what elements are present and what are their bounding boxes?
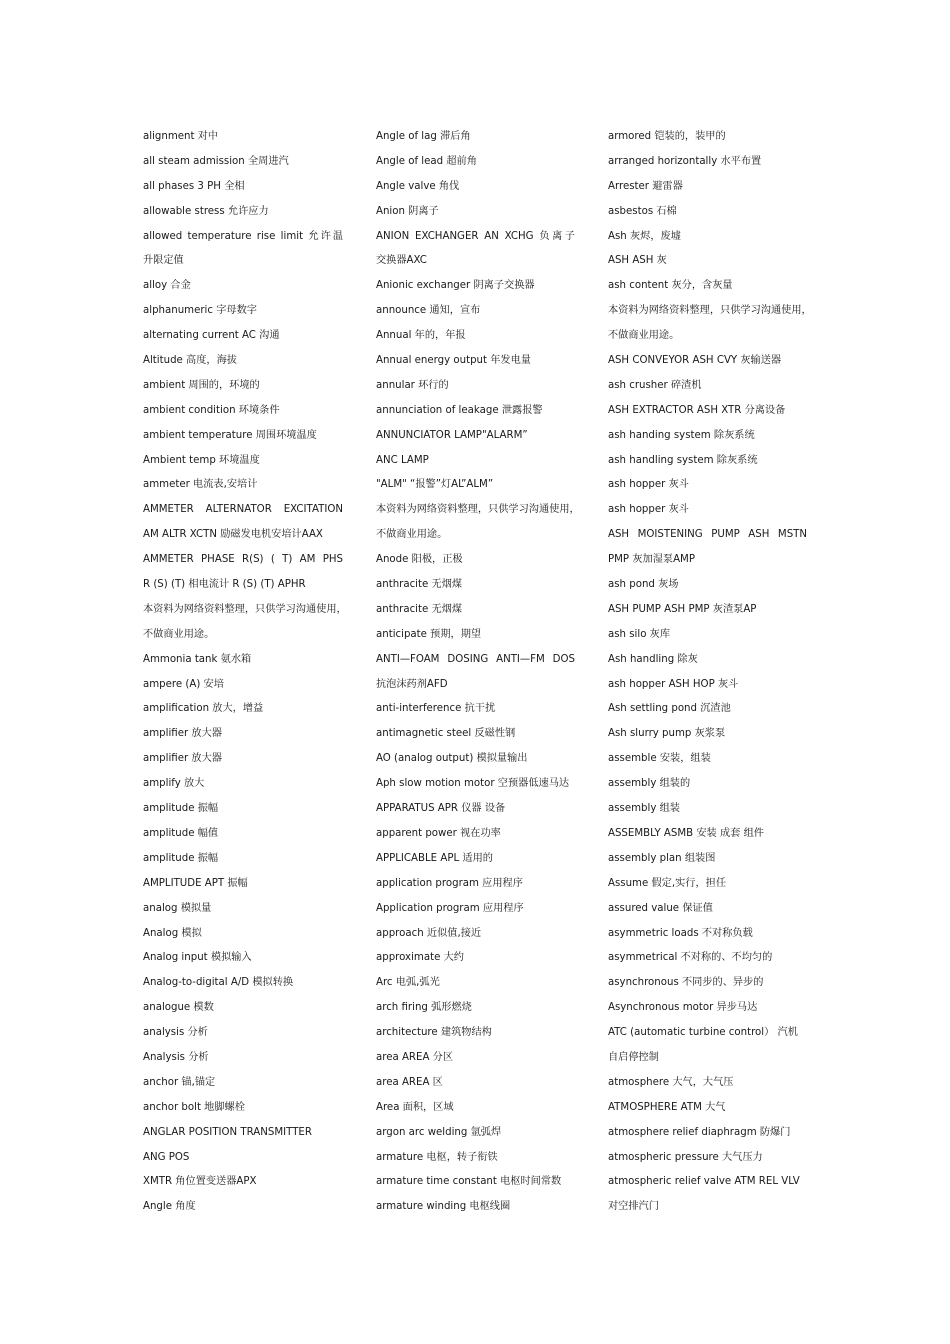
glossary-line: anchor 锚,锚定	[143, 1076, 216, 1088]
glossary-line: Anode 阳极，正极	[376, 554, 463, 566]
glossary-line: apparent power 视在功率	[376, 827, 501, 839]
glossary-line: ash silo 灰库	[608, 628, 671, 640]
glossary-line: asynchronous 不同步的、异步的	[608, 977, 764, 989]
glossary-line: ash handling system 除灰系统	[608, 454, 758, 466]
glossary-line: 不做商业用途。	[376, 529, 448, 541]
glossary-line: ANGLAR POSITION TRANSMITTER	[143, 1126, 312, 1138]
glossary-line: alloy 合金	[143, 280, 191, 292]
glossary-line: allowable stress 允许应力	[143, 205, 269, 217]
glossary-line: ATMOSPHERE ATM 大气	[608, 1101, 726, 1113]
glossary-line: Arc 电弧,弧光	[376, 977, 440, 989]
glossary-line: all phases 3 PH 全相	[143, 180, 245, 192]
glossary-line: ampere (A) 安培	[143, 678, 224, 690]
glossary-line: arranged horizontally 水平布置	[608, 155, 762, 167]
glossary-line: amplitude 幅值	[143, 827, 219, 839]
glossary-line: argon arc welding 氩弧焊	[376, 1126, 502, 1138]
glossary-line: 对空排汽门	[608, 1201, 659, 1213]
glossary-line: amplification 放大，增益	[143, 703, 264, 715]
glossary-line: asymmetric loads 不对称负载	[608, 927, 753, 939]
glossary-line: assemble 安装，组装	[608, 753, 711, 765]
glossary-line: analogue 模数	[143, 1002, 214, 1014]
glossary-line: Anion 阴离子	[376, 205, 439, 217]
glossary-column-3	[608, 125, 818, 1220]
glossary-line: 本资料为网络资料整理，只供学习沟通使用，	[376, 504, 580, 516]
glossary-line: Application program 应用程序	[376, 902, 524, 914]
glossary-line: Analog 模拟	[143, 927, 202, 939]
glossary-line: alignment 对中	[143, 131, 219, 142]
glossary-line: 抗泡沫药剂AFD	[376, 678, 448, 690]
glossary-line: 交换器AXC	[376, 255, 427, 267]
glossary-line: Analog input 模拟输入	[143, 952, 252, 964]
glossary-line: announce 通知，宣布	[376, 305, 481, 317]
glossary-line: Altitude 高度，海拔	[143, 355, 237, 367]
glossary-line: ash handing system 除灰系统	[608, 429, 755, 441]
glossary-line: annunciation of leakage 泄露报警	[376, 404, 543, 416]
glossary-line: Angle 角度	[143, 1201, 196, 1213]
glossary-line: ash hopper 灰斗	[608, 479, 689, 491]
glossary-line: APPLICABLE APL 适用的	[376, 852, 493, 864]
glossary-line: anchor bolt 地脚螺栓	[143, 1101, 245, 1113]
glossary-line: ANNUNCIATOR LAMP"ALARM”	[376, 429, 528, 441]
glossary-line: alphanumeric 字母数字	[143, 305, 257, 317]
glossary-line: AM ALTR XCTN 励磁发电机安培计AAX	[143, 529, 323, 541]
glossary-line: ash crusher 碎渣机	[608, 379, 702, 391]
glossary-line: ash pond 灰场	[608, 579, 679, 591]
glossary-line: Ash handling 除灰	[608, 653, 698, 665]
glossary-line: Aph slow motion motor 空预器低速马达	[376, 778, 570, 790]
glossary-line: amplifier 放大器	[143, 753, 222, 765]
glossary-line: asbestos 石棉	[608, 205, 677, 217]
glossary-line: 不做商业用途。	[608, 330, 680, 342]
glossary-line: APPARATUS APR 仪器 设备	[376, 803, 506, 815]
glossary-line: ammeter 电流表,安培计	[143, 479, 258, 491]
glossary-line: Ash settling pond 沉渣池	[608, 703, 731, 715]
glossary-line: Ammonia tank 氨水箱	[143, 653, 252, 665]
glossary-line: Analysis 分析	[143, 1051, 209, 1063]
glossary-line: Angle valve 角伐	[376, 180, 460, 192]
glossary-line: ash content 灰分，含灰量	[608, 280, 733, 292]
glossary-line: Annual energy output 年发电量	[376, 355, 531, 367]
glossary-line: R (S) (T) 相电流计 R (S) (T) APHR	[143, 579, 306, 591]
glossary-line: ANC LAMP	[376, 454, 429, 466]
glossary-line: 本资料为网络资料整理，只供学习沟通使用，	[608, 305, 812, 317]
glossary-line: ash hopper ASH HOP 灰斗	[608, 678, 739, 690]
glossary-line: ANION EXCHANGER AN XCHG 负离子	[376, 230, 575, 242]
glossary-line: anthracite 无烟煤	[376, 603, 463, 615]
glossary-line: ANG POS	[143, 1151, 190, 1163]
glossary-line: Asynchronous motor 异步马达	[608, 1002, 758, 1014]
glossary-line: AMMETER ALTERNATOR EXCITATION	[143, 504, 343, 516]
glossary-line: assembly 组装的	[608, 778, 691, 790]
glossary-line: ambient condition 环境条件	[143, 404, 280, 416]
glossary-line: assured value 保证值	[608, 902, 713, 914]
glossary-line: atmosphere 大气，大气压	[608, 1076, 734, 1088]
glossary-line: analog 模拟量	[143, 902, 212, 914]
glossary-line: antimagnetic steel 反磁性钢	[376, 728, 516, 740]
glossary-line: area AREA 区	[376, 1076, 443, 1088]
glossary-line: 本资料为网络资料整理，只供学习沟通使用，	[143, 603, 347, 615]
glossary-line: all steam admission 全周进汽	[143, 155, 289, 167]
glossary-line: armature time constant 电枢时间常数	[376, 1176, 562, 1188]
glossary-line: AO (analog output) 模拟量输出	[376, 753, 528, 765]
glossary-line: allowed temperature rise limit 允许温	[143, 230, 343, 242]
glossary-line: asymmetrical 不对称的、不均匀的	[608, 952, 773, 964]
glossary-line: Arrester 避雷器	[608, 180, 683, 192]
glossary-line: amplitude 振幅	[143, 852, 219, 864]
glossary-line: assembly 组装	[608, 803, 680, 815]
glossary-line: AMPLITUDE APT 振幅	[143, 877, 248, 889]
glossary-line: amplitude 振幅	[143, 803, 219, 815]
glossary-line: atmospheric pressure 大气压力	[608, 1151, 763, 1163]
glossary-line: atmospheric relief valve ATM REL VLV	[608, 1176, 800, 1188]
glossary-line: anthracite 无烟煤	[376, 579, 463, 591]
glossary-line: application program 应用程序	[376, 877, 523, 889]
glossary-line: approach 近似值,接近	[376, 927, 482, 939]
glossary-line: 不做商业用途。	[143, 628, 215, 640]
glossary-line: Angle of lead 超前角	[376, 155, 477, 167]
glossary-line: ASH ASH 灰	[608, 255, 667, 267]
glossary-line: Ambient temp 环境温度	[143, 454, 260, 466]
glossary-line: ASH EXTRACTOR ASH XTR 分离设备	[608, 404, 786, 416]
glossary-line: ash hopper 灰斗	[608, 504, 689, 516]
glossary-line: atmosphere relief diaphragm 防爆门	[608, 1126, 791, 1138]
glossary-line: architecture 建筑物结构	[376, 1027, 492, 1039]
glossary-line: assembly plan 组装图	[608, 852, 716, 864]
glossary-line: armature 电枢，转子衔铁	[376, 1151, 498, 1163]
glossary-line: ASSEMBLY ASMB 安装 成套 组件	[608, 827, 764, 839]
glossary-line: armored 铠装的，装甲的	[608, 131, 726, 142]
glossary-line: armature winding 电枢线圈	[376, 1201, 511, 1213]
glossary-column-1	[143, 125, 353, 1220]
glossary-line: amplify 放大	[143, 778, 205, 790]
glossary-line: annular 环行的	[376, 379, 449, 391]
glossary-line: alternating current AC 沟通	[143, 330, 280, 342]
glossary-line: amplifier 放大器	[143, 728, 222, 740]
glossary-line: Analog-to-digital A/D 模拟转换	[143, 977, 294, 989]
glossary-line: arch firing 弧形燃烧	[376, 1002, 472, 1014]
glossary-line: Ash 灰烬，废墟	[608, 230, 681, 242]
glossary-line: Annual 年的，年报	[376, 330, 466, 342]
glossary-line: anti-interference 抗干扰	[376, 703, 496, 715]
glossary-line: anticipate 预期，期望	[376, 628, 482, 640]
glossary-line: ambient temperature 周围环境温度	[143, 429, 317, 441]
glossary-line: Assume 假定,实行，担任	[608, 877, 727, 889]
glossary-line: AMMETER PHASE R(S) ( T) AM PHS	[143, 554, 343, 566]
glossary-line: 升限定值	[143, 255, 184, 267]
glossary-line: "ALM" “报警”灯AL”ALM”	[376, 479, 494, 491]
glossary-line: Anionic exchanger 阴离子交换器	[376, 280, 535, 292]
glossary-line: approximate 大约	[376, 952, 464, 964]
glossary-line: Ash slurry pump 灰浆泵	[608, 728, 726, 740]
glossary-line: ASH CONVEYOR ASH CVY 灰输送器	[608, 355, 782, 367]
glossary-line: ATC (automatic turbine control） 汽机	[608, 1027, 798, 1039]
glossary-line: Area 面积，区域	[376, 1101, 454, 1113]
glossary-column-2	[376, 125, 581, 1220]
glossary-line: ASH MOISTENING PUMP ASH MSTN	[608, 529, 807, 541]
glossary-line: 自启停控制	[608, 1051, 659, 1063]
glossary-line: ANTI—FOAM DOSING ANTI—FM DOS	[376, 653, 575, 665]
glossary-line: ambient 周围的，环境的	[143, 379, 260, 391]
glossary-line: PMP 灰加湿泵AMP	[608, 554, 695, 566]
glossary-line: Angle of lag 滞后角	[376, 131, 471, 142]
glossary-line: analysis 分析	[143, 1027, 208, 1039]
glossary-line: ASH PUMP ASH PMP 灰渣泵AP	[608, 603, 757, 615]
glossary-line: area AREA 分区	[376, 1051, 454, 1063]
glossary-line: XMTR 角位置变送器APX	[143, 1176, 257, 1188]
